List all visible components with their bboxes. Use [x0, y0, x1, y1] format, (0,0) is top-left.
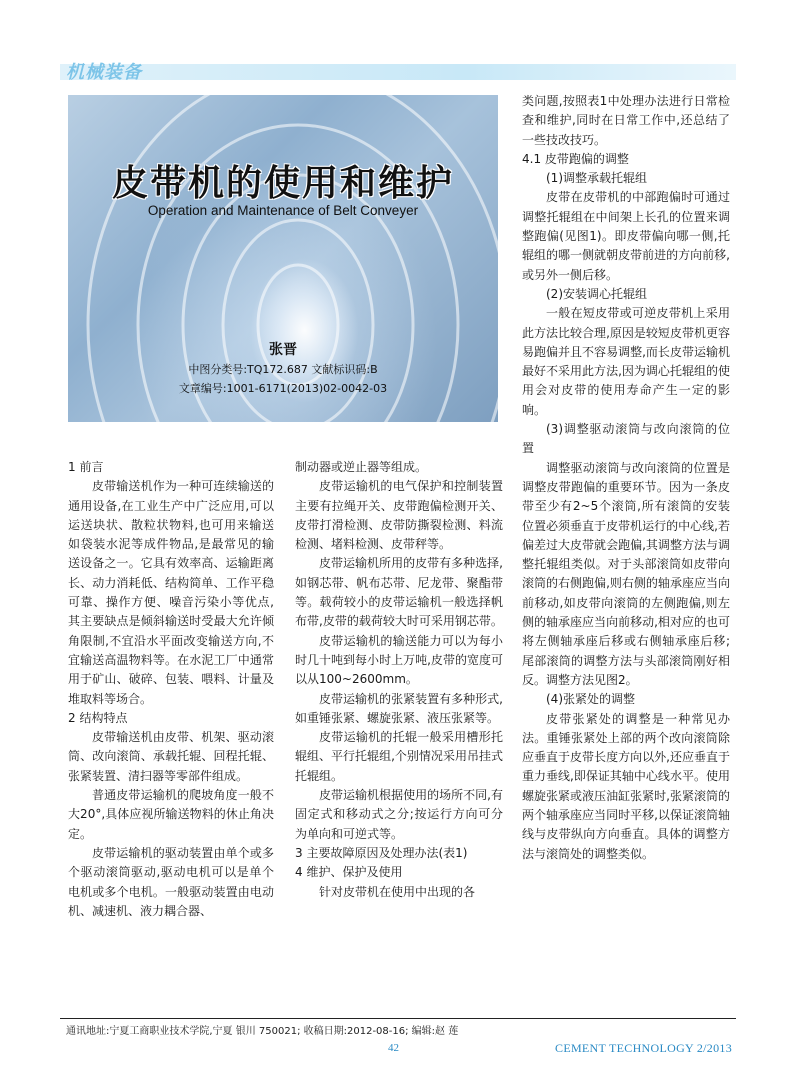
paragraph: 一般在短皮带或可逆皮带机上采用此方法比较合理,原因是较短皮带机更容易跑偏并且不容易调整,而长皮带运输机最好不采用此方法,因为调心托辊组的使用会对皮带的使用寿命产生一定的影响。	[522, 306, 730, 417]
author-name: 张晋	[269, 342, 297, 358]
hero-banner	[68, 95, 498, 422]
subheading: (1)调整承载托辊组	[546, 171, 647, 186]
paragraph: 制动器或逆止器等组成。	[295, 460, 428, 474]
column-1	[68, 458, 274, 921]
header-strip	[60, 64, 736, 80]
paragraph: 皮带输送机作为一种可连续输送的通用设备,在工业生产中广泛应用,可以运送块状、散粒状物料,也可用来输送如袋装水泥等成件物品,是最常见的输送设备之一。它具有效率高、运输距离长、动力消耗低、结构简单、工作平稳可靠、操作方便、噪音污染小等优点,其主要缺点是倾斜输送时受最大允许倾角限制,不宜沿水平面改变输送方向,不宜输送高温物料等。在水泥工厂中通常用于矿山、破碎、包装、喂料、计量及堆取料等场合。	[68, 479, 274, 706]
article-number-line: 文章编号:1001-6171(2013)02-0042-03	[178, 382, 388, 395]
paragraph: 调整驱动滚筒与改向滚筒的位置是调整皮带跑偏的重要环节。因为一条皮带至少有2~5个滚筒,所有滚筒的安装位置必须垂直于皮带机运行的中心线,若偏差过大皮带就会跑偏,其调整方法与调整托辊组类似。对于头部滚筒如皮带向滚筒的右侧跑偏,则右侧的轴承座应当向前移动,如皮带向滚筒的左侧跑偏,则左侧的轴承座应当向前移动,相对应的也可将左侧轴承座后移或右侧轴承座后移;尾部滚筒的调整方法与头部滚筒刚好相反。调整方法见图2。	[522, 460, 730, 687]
paragraph: 皮带运输机的托辊一般采用槽形托辊组、平行托辊组,个别情况采用吊挂式托辊组。	[295, 730, 503, 783]
paragraph: 皮带运输机的输送能力可以为每小时几十吨到每小时上万吨,皮带的宽度可以从100~2600mm。	[295, 633, 503, 687]
column-2	[295, 458, 503, 902]
paragraph: 皮带输送机由皮带、机架、驱动滚筒、改向滚筒、承载托辊、回程托辊、张紧装置、清扫器等零部件组成。	[68, 730, 274, 783]
footer-rule	[60, 1018, 736, 1019]
paragraph: 皮带运输机的电气保护和控制装置主要有拉绳开关、皮带跑偏检测开关、皮带打滑检测、皮带防撕裂检测、料流检测、堵料检测、皮带秤等。	[295, 479, 503, 552]
section-heading: 4 维护、保护及使用	[295, 865, 403, 880]
footnote: 通讯地址:宁夏工商职业技术学院,宁夏 银川 750021; 收稿日期:2012-08-16; 编辑:赵 莲	[66, 1026, 459, 1037]
column-3	[522, 92, 730, 864]
paragraph: 普通皮带运输机的爬坡角度一般不大20°,具体应视所输送物料的休止角决定。	[68, 788, 274, 841]
paragraph: 类问题,按照表1中处理办法进行日常检查和维护,同时在日常工作中,还总结了一些技改技巧。	[522, 94, 730, 147]
subheading: (2)安装调心托辊组	[546, 286, 647, 301]
paragraph: 皮带运输机所用的皮带有多种选择,如钢芯带、帆布芯带、尼龙带、聚酯带等。载荷较小的皮带运输机一般选择帆布带,皮带的载荷较大时可采用钢芯带。	[295, 556, 503, 629]
page-number: 42	[388, 1042, 399, 1054]
section-heading: 1 前言	[68, 460, 104, 474]
article-subtitle: Operation and Maintenance of Belt Conveyer	[147, 203, 419, 218]
section-heading: 2 结构特点	[68, 710, 128, 725]
paragraph: 皮带在皮带机的中部跑偏时可通过调整托辊组在中间架上长孔的位置来调整跑偏(见图1)。即皮带偏向哪一侧,托辊组的哪一侧就朝皮带前进的方向前移,或另外一侧后移。	[522, 190, 730, 282]
article-title: 皮带机的使用和维护	[111, 163, 454, 204]
paragraph: 皮带运输机的驱动装置由单个或多个驱动滚筒驱动,驱动电机可以是单个电机或多个电机。一般驱动装置由电动机、减速机、液力耦合器、	[68, 845, 274, 918]
subheading: (3)调整驱动滚筒与改向滚筒的位置	[522, 422, 730, 456]
journal-name: CEMENT TECHNOLOGY 2/2013	[555, 1041, 732, 1055]
section-tag: 机械装备	[66, 62, 142, 83]
classification-line: 中图分类号:TQ172.687 文献标识码:B	[188, 363, 378, 376]
paragraph: 针对皮带机在使用中出现的各	[319, 884, 476, 899]
subheading: (4)张紧处的调整	[546, 692, 635, 707]
subsection-heading: 4.1 皮带跑偏的调整	[522, 151, 629, 166]
paragraph: 皮带张紧处的调整是一种常见办法。重锤张紧处上部的两个改向滚筒除应垂直于皮带长度方向以外,还应垂直于重力垂线,即保证其轴中心线水平。使用螺旋张紧或液压油缸张紧时,张紧滚筒的两个轴承座应当同时平移,以保证滚筒轴线与皮带纵向方向垂直。具体的调整方法与滚筒处的调整类似。	[522, 711, 730, 861]
section-heading: 3 主要故障原因及处理办法(表1)	[295, 845, 468, 860]
paragraph: 皮带运输机根据使用的场所不同,有固定式和移动式之分;按运行方向可分为单向和可逆式等。	[295, 788, 503, 841]
paragraph: 皮带运输机的张紧装置有多种形式,如重锤张紧、螺旋张紧、液压张紧等。	[295, 691, 503, 725]
